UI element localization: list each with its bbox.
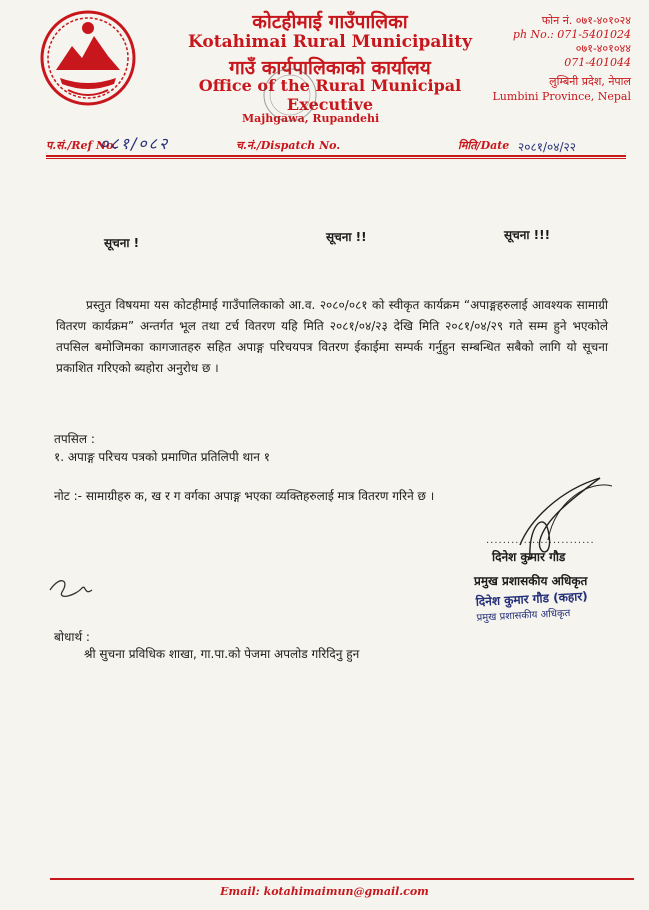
- phone2-english: 071-401044: [564, 56, 631, 69]
- list-item: १. अपाङ्ग परिचय पत्रको प्रमाणित प्रतिलिपी थान १: [54, 450, 270, 464]
- footer-email: Email: kotahimaimun@gmail.com: [220, 885, 429, 898]
- province-english: Lumbini Province, Nepal: [492, 90, 631, 103]
- notice-heading-1: सूचना !: [104, 236, 140, 250]
- municipality-name-english: Kotahimai Rural Municipality: [188, 32, 472, 52]
- stamp-title: प्रमुख प्रशासकीय अधिकृत: [476, 608, 571, 624]
- date-label: मिति/Date: [458, 139, 510, 152]
- office-seal-icon: [264, 69, 316, 121]
- notice-heading-3: सूचना !!!: [504, 228, 551, 242]
- office-place: Majhgawa, Rupandehi: [242, 112, 380, 125]
- ref-no-label: प.सं./Ref No.: [46, 139, 118, 152]
- bodharth-line: श्री सुचना प्रविधिक शाखा, गा.पा.को पेजमा अपलोड गरिदिनु हुन: [84, 647, 360, 661]
- ref-no-value: ०८१/०८२: [100, 134, 170, 153]
- municipality-name-nepali: कोटहीमाई गाउँपालिका: [252, 11, 408, 33]
- phone-nepali: फोन नं. ०७१-४०१०२४: [541, 14, 631, 27]
- province-nepali: लुम्बिनी प्रदेश, नेपाल: [549, 75, 631, 88]
- notice-heading-2: सूचना !!: [326, 230, 367, 244]
- date-value: २०८१/०४/२२: [518, 140, 577, 154]
- office-name-english: Office of the Rural Municipal Executive: [198, 76, 462, 114]
- notice-paragraph: प्रस्तुत विषयमा यस कोटहीमाई गाउँपालिकाको आ.व. २०८०/०८१ को स्वीकृत कार्यक्रम “अपाङ्गहरुलाई आवश्यक सामाग्री वितरण कार्यक्रम” अन्तर्गत भूल तथा टर्च वितरण यहि मिति २०८१/०४/२३ देखि मिति २०८१/०४/२९ गते सम्म हुने भएकोले तपसिल बमोजिमका कागजातहरु सहित अपाङ्ग परिचयपत्र वितरण ईकाईमा सम्पर्क गर्नुहुन सम्बन्धित सबैको लागि यो सूचना प्रकाशित गरिएको ब्यहोरा अनुरोध छ ।: [56, 298, 608, 375]
- main-signature-icon: [520, 478, 600, 560]
- note-line: नोट :- सामाग्रीहरु क, ख र ग वर्गका अपाङ्ग भएका व्यक्तिहरुलाई मात्र वितरण गरिने छ ।: [54, 489, 435, 503]
- signatory-title: प्रमुख प्रशासकीय अधिकृत: [474, 574, 588, 588]
- initials-signature-icon: [50, 581, 92, 597]
- tapasil-label: तपसिल :: [54, 432, 95, 446]
- bodharth-label: बोधार्थ :: [54, 630, 90, 644]
- signature-dots: ..........................: [486, 535, 595, 546]
- signatory-name: दिनेश कुमार गौड: [492, 550, 566, 564]
- stamp-name: दिनेश कुमार गौड (कहार): [475, 589, 589, 609]
- phone-english: ph No.: 071-5401024: [512, 28, 631, 41]
- dispatch-no-label: च.नं./Dispatch No.: [236, 139, 341, 152]
- phone2-nepali: ०७१-४०१०४४: [575, 42, 631, 55]
- office-name-nepali: गाउँ कार्यपालिकाको कार्यालय: [229, 57, 431, 79]
